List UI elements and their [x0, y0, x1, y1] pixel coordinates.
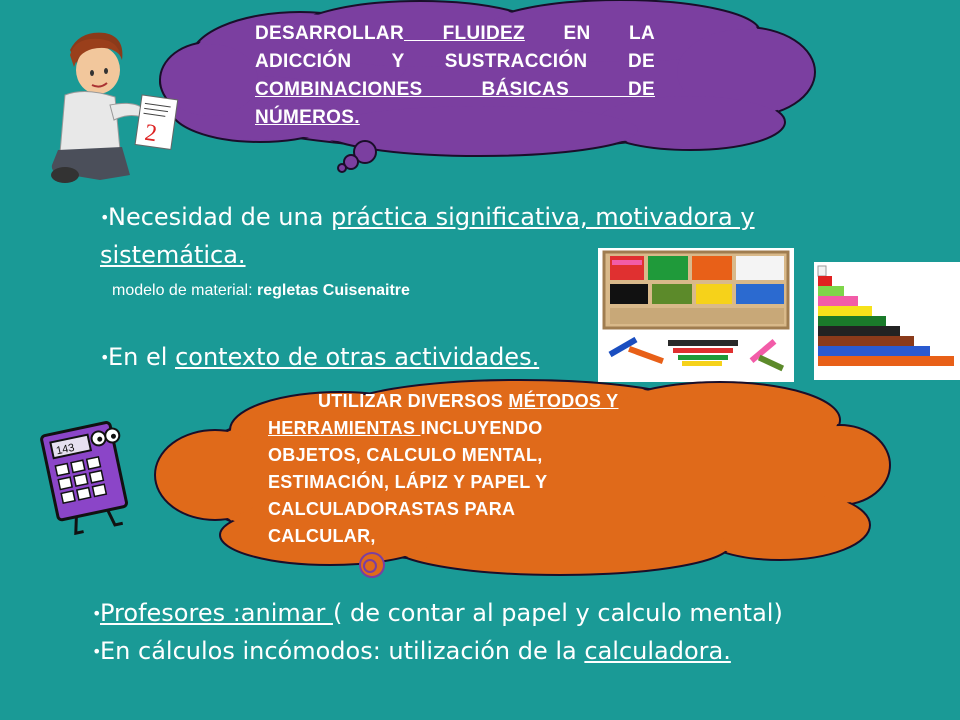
bullet3-underlined: Profesores :animar [100, 599, 333, 627]
bullet4-prefix: En cálculos incómodos: utilización de la [100, 637, 585, 665]
bullet3-rest: ( de contar al papel y calculo mental) [332, 599, 783, 627]
bullet-dot: • [92, 604, 102, 623]
orange-line1-prefix: UTILIZAR DIVERSOS [318, 391, 509, 411]
cloud-word-en-la: EN LA [524, 23, 655, 44]
cloud-line-3: COMBINACIONES BÁSICAS DE [255, 79, 655, 100]
orange-line2-rest: INCLUYENDO [420, 418, 543, 438]
sign-digit: 2 [143, 119, 159, 148]
bullet-dot: • [100, 348, 110, 367]
bullet1-underlined: práctica significativa, motivadora y [331, 203, 755, 231]
orange-line6: CALCULAR, [268, 526, 376, 546]
bullet4-underlined: calculadora. [584, 637, 731, 665]
orange-line2-underlined: HERRAMIENTAS [268, 418, 421, 438]
cloud-word-fluidez: FLUIDEZ [403, 23, 525, 44]
bullet-profesores [92, 596, 783, 631]
calculator-display: 143 [55, 441, 76, 458]
bullet2-underlined: contexto de otras actividades. [175, 343, 540, 371]
calculator-character-icon [40, 415, 140, 535]
orange-line5: CALCULADORASTAS PARA [268, 499, 516, 519]
bullet-dot: • [92, 642, 102, 661]
orange-line1-underlined: MÉTODOS Y [508, 391, 619, 411]
cloud-line-4: NÚMEROS. [255, 107, 360, 128]
bullet2-prefix: En el [108, 343, 176, 371]
bullet-calculos [92, 634, 731, 669]
material-note-prefix: modelo de material: [112, 282, 257, 299]
cloud-line-2: ADICCIÓN Y SUSTRACCIÓN DE [255, 51, 655, 72]
orange-line3: OBJETOS, CALCULO MENTAL, [268, 445, 543, 465]
bullet1-prefix: Necesidad de una [108, 203, 332, 231]
orange-cloud-text [268, 388, 618, 550]
bullet1-continuation: sistemática. [100, 241, 246, 269]
material-note-bold: regletas Cuisenaitre [256, 282, 410, 299]
orange-line4: ESTIMACIÓN, LÁPIZ Y PAPEL Y [268, 472, 548, 492]
cloud-word-desarrollar: DESARROLLAR [255, 23, 404, 44]
bullet-dot: • [100, 208, 110, 227]
